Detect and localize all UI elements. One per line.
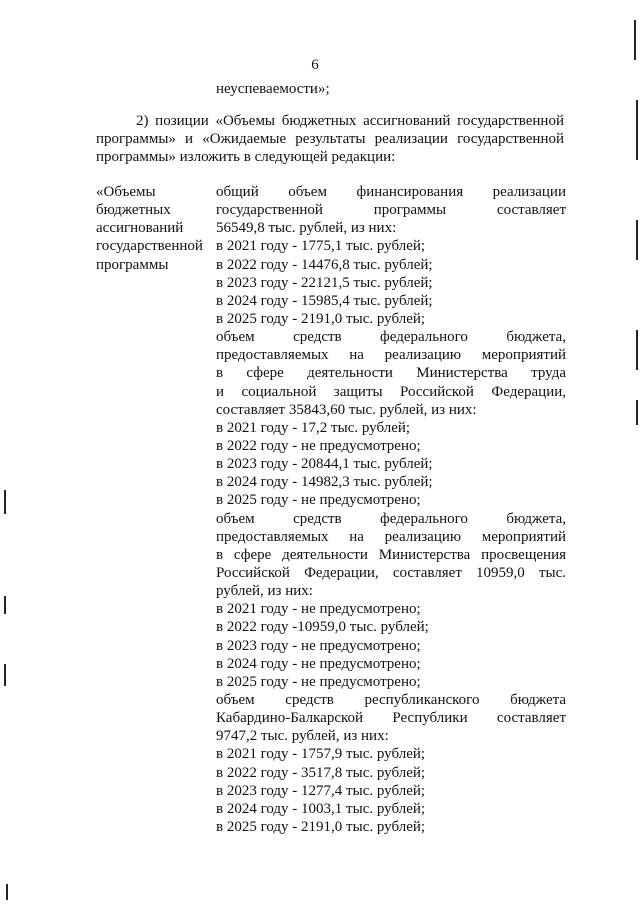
page-number: 6: [311, 57, 319, 73]
scan-edge-mark: [634, 20, 636, 60]
right-column-line: Российской Федерации, составляет 10959,0 тыс.: [216, 564, 566, 581]
right-column-line: в 2023 году - 20844,1 тыс. рублей;: [216, 456, 433, 473]
right-column-line: Кабардино-Балкарской Республики составляет: [216, 710, 566, 727]
right-column-line: общий объем финансирования реализации: [216, 184, 566, 200]
right-column-line: в 2025 году - 2191,0 тыс. рублей;: [216, 310, 426, 327]
scan-edge-mark: [4, 596, 6, 614]
right-column-line: в 2022 году - 3517,8 тыс. рублей;: [216, 764, 426, 781]
right-column-line: предоставляемых на реализацию мероприятий: [216, 347, 566, 364]
right-column-line: в сфере деятельности Министерства просвещения: [216, 546, 566, 563]
scan-edge-mark: [6, 884, 8, 900]
right-column-line: в 2021 году - 1775,1 тыс. рублей;: [216, 238, 426, 255]
right-column-line: в 2024 году - 1003,1 тыс. рублей;: [216, 800, 426, 817]
scan-edge-mark: [4, 664, 6, 686]
right-column-line: в 2021 году - 1757,9 тыс. рублей;: [216, 746, 426, 763]
intro-line: программы» и «Ожидаемые результаты реализации государственной: [96, 131, 564, 147]
left-column-line: программы: [96, 256, 169, 273]
right-column-line: объем средств федерального бюджета,: [216, 510, 566, 527]
scan-edge-mark: [4, 490, 6, 514]
right-column-line: в 2022 году - 14476,8 тыс. рублей;: [216, 256, 433, 273]
table-left-column: [96, 183, 214, 274]
scan-edge-mark: [636, 220, 638, 260]
right-column-line: в 2022 году - не предусмотрено;: [216, 437, 421, 454]
right-column-line: государственной программы составляет: [216, 202, 566, 219]
right-column-line: объем средств республиканского бюджета: [216, 691, 566, 708]
left-column-line: «Объемы: [96, 184, 156, 200]
right-column-line: в 2024 году - 14982,3 тыс. рублей;: [216, 474, 433, 491]
right-column-line: в 2021 году - 17,2 тыс. рублей;: [216, 419, 411, 436]
right-column-line: в 2023 году - не предусмотрено;: [216, 637, 421, 654]
right-column-line: предоставляемых на реализацию мероприятий: [216, 528, 566, 545]
right-column-line: в 2024 году - не предусмотрено;: [216, 655, 421, 672]
left-column-line: государственной: [96, 238, 203, 255]
table-right-column: [216, 183, 566, 836]
right-column-line: в 2023 году - 22121,5 тыс. рублей;: [216, 274, 433, 291]
right-column-line: 56549,8 тыс. рублей, из них:: [216, 220, 397, 237]
left-column-line: ассигнований: [96, 220, 184, 237]
right-column-line: в сфере деятельности Министерства труда: [216, 365, 566, 382]
right-column-line: в 2025 году - не предусмотрено;: [216, 492, 421, 509]
right-column-line: в 2025 году - 2191,0 тыс. рублей;: [216, 818, 426, 835]
right-column-line: в 2023 году - 1277,4 тыс. рублей;: [216, 782, 426, 799]
right-column-line: составляет 35843,60 тыс. рублей, из них:: [216, 401, 477, 418]
intro-line: 2) позиции «Объемы бюджетных ассигнований государственной: [136, 113, 564, 129]
right-column-line: в 2025 году - не предусмотрено;: [216, 673, 421, 690]
scan-edge-mark: [636, 100, 638, 160]
right-column-line: рублей, из них:: [216, 583, 313, 600]
right-column-line: в 2024 году - 15985,4 тыс. рублей;: [216, 292, 433, 309]
right-column-line: 9747,2 тыс. рублей, из них:: [216, 728, 389, 745]
intro-line: программы» изложить в следующей редакции:: [96, 149, 396, 165]
left-column-line: бюджетных: [96, 202, 171, 219]
right-column-line: в 2022 году -10959,0 тыс. рублей;: [216, 619, 429, 636]
right-column-line: в 2021 году - не предусмотрено;: [216, 601, 421, 618]
right-column-line: объем средств федерального бюджета,: [216, 329, 566, 346]
continuation-text: неуспеваемости»;: [216, 81, 330, 97]
right-column-line: и социальной защиты Российской Федерации,: [216, 383, 566, 400]
intro-paragraph: [96, 112, 564, 166]
scan-edge-mark: [636, 400, 638, 425]
scan-edge-mark: [636, 330, 638, 370]
